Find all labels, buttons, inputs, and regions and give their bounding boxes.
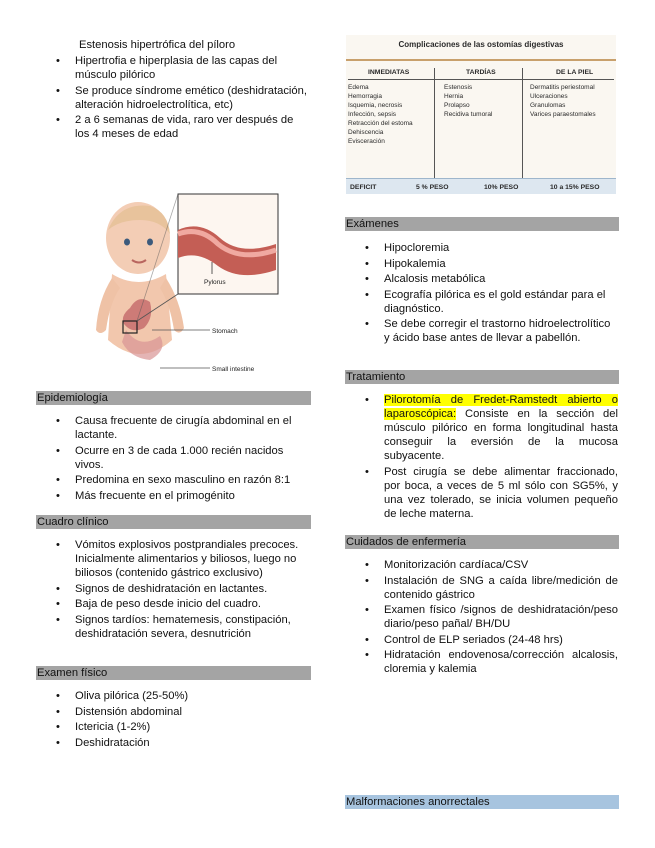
pyloric-stenosis-illustration — [90, 190, 280, 380]
list-item: • Hipokalemia — [346, 257, 618, 271]
examen-fisico-header: Examen físico — [36, 666, 311, 680]
table-cell: Dermatitis periestomal — [530, 84, 595, 91]
table-cell: Retracción del estoma — [348, 120, 413, 127]
list-item: • Más frecuente en el primogénito — [37, 489, 310, 503]
examenes-header: Exámenes — [345, 217, 619, 231]
list-item: • Signos de deshidratación en lactantes. — [37, 582, 310, 596]
cuadro-clinico-header: Cuadro clínico — [36, 515, 311, 529]
deficit-10: 10% PESO — [484, 184, 519, 191]
table-cell: Evisceración — [348, 138, 385, 145]
tardias-column — [444, 83, 492, 119]
table-cell: Prolapso — [444, 102, 470, 109]
list-item: • Vómitos explosivos postprandiales precoces. Inicialmente alimentarios y biliosos, luego no biliosos (contenido gástrico exclusivo) — [37, 538, 310, 580]
list-item: • Baja de peso desde inicio del cuadro. — [37, 597, 310, 611]
cuidados-header: Cuidados de enfermería — [345, 535, 619, 549]
complications-title: Complicaciones de las ostomías digestivas — [398, 40, 564, 49]
list-item: • Oliva pilórica (25-50%) — [37, 689, 310, 703]
table-cell: Hemorragia — [348, 93, 382, 100]
cuidados-section — [346, 558, 618, 678]
list-item: • Deshidratación — [37, 736, 310, 750]
procedure-description: Consiste en la sección del músculo pilórico en forma longitudinal hasta conseguir la eversión de la mucosa subyacente. — [384, 408, 618, 462]
col-header-tardias: TARDÍAS — [466, 69, 496, 76]
tratamiento-header: Tratamiento — [345, 370, 619, 384]
pylorus-label: Pylorus — [204, 279, 226, 286]
deficit-10-15: 10 a 15% PESO — [550, 184, 600, 191]
list-item: • Predomina en sexo masculino en razón 8:1 — [37, 473, 310, 487]
piel-column — [530, 83, 596, 119]
list-item: • 2 a 6 semanas de vida, raro ver después de los 4 meses de edad — [37, 113, 310, 141]
intro-list — [37, 54, 310, 141]
epidemiologia-section — [37, 414, 310, 504]
col-header-piel: DE LA PIEL — [556, 69, 594, 76]
list-item: • Hipocloremia — [346, 241, 618, 255]
cuadro-clinico-section — [37, 538, 310, 642]
table-cell: Granulomas — [530, 102, 566, 109]
list-item: • Signos tardíos: hematemesis, constipación, deshidratación severa, desnutrición — [37, 613, 310, 641]
intro-title: Estenosis hipertrófica del píloro — [79, 39, 236, 51]
examenes-section — [346, 241, 618, 347]
list-item: • Hidratación endovenosa/corrección alcalosis, cloremia y kalemia — [346, 648, 618, 676]
epidemiologia-header: Epidemiología — [36, 391, 311, 405]
deficit-bar — [346, 178, 616, 194]
list-item: • Examen físico /signos de deshidratación/peso diario/peso pañal/ BH/DU — [346, 603, 618, 631]
intro-section — [37, 38, 310, 143]
table-cell: Varices paraestomales — [530, 111, 596, 118]
list-item: • Causa frecuente de cirugía abdominal en el lactante. — [37, 414, 310, 442]
list-item: • Ictericia (1-2%) — [37, 720, 310, 734]
table-cell: Ulceraciones — [530, 93, 568, 100]
list-item: • Ocurre en 3 de cada 1.000 recién nacidos vivos. — [37, 444, 310, 472]
table-cell: Edema — [348, 84, 369, 91]
deficit-5: 5 % PESO — [416, 184, 449, 191]
table-cell: Hernia — [444, 93, 464, 100]
list-item: • Ecografía pilórica es el gold estándar para el diagnóstico. — [346, 288, 618, 316]
list-item — [346, 393, 618, 463]
list-item: • Monitorización cardíaca/CSV — [346, 558, 618, 572]
complications-table — [346, 35, 616, 193]
malformaciones-header: Malformaciones anorrectales — [345, 795, 619, 809]
table-cell: Estenosis — [444, 84, 473, 91]
list-item: • Instalación de SNG a caída libre/medición de contenido gástrico — [346, 574, 618, 602]
examen-fisico-section — [37, 689, 310, 751]
tratamiento-section — [346, 393, 618, 522]
inmediatas-column — [348, 83, 413, 146]
list-item: • Alcalosis metabólica — [346, 272, 618, 286]
list-item: • Se debe corregir el trastorno hidroelectrolítico y ácido base antes de llevar a pabellón. — [346, 317, 618, 345]
stomach-label: Stomach — [212, 328, 238, 335]
list-item: • Hipertrofia e hiperplasia de las capas del músculo pilórico — [37, 54, 310, 82]
table-cell: Dehiscencia — [348, 129, 384, 136]
list-item: • Control de ELP seriados (24-48 hrs) — [346, 633, 618, 647]
highlighted-procedure: Pilorotomía de Fredet-Ramstedt abierto o laparoscópica: — [384, 394, 618, 420]
list-item: • Distensión abdominal — [37, 705, 310, 719]
small-intestine-label: Small intestine — [212, 366, 255, 373]
col-header-inmediatas: INMEDIATAS — [368, 69, 410, 76]
table-cell: Infección, sepsis — [348, 111, 397, 118]
deficit-label: DEFICIT — [350, 184, 377, 191]
list-item: • Post cirugía se debe alimentar fraccionado, por boca, a veces de 5 ml sólo con SG5%, y una vez tolerado, se inicia volumen pequeño de leche materna. — [346, 465, 618, 521]
table-cell: Recidiva tumoral — [444, 111, 493, 118]
table-cell: Isquemia, necrosis — [348, 102, 403, 109]
list-item: • Se produce síndrome emético (deshidratación, alteración hidroelectrolítica, etc) — [37, 84, 310, 112]
